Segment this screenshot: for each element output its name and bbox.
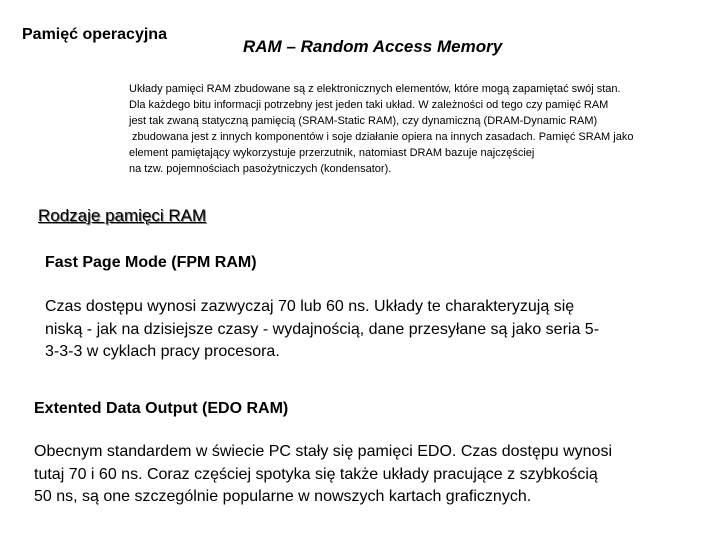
page-title: RAM – Random Access Memory — [243, 37, 503, 56]
edo-line: tutaj 70 i 60 ns. Coraz częściej spotyka się także układy pracujące z szybkością — [34, 465, 598, 483]
intro-line: zbudowana jest z innych komponentów i soje działanie opiera na innych zasadach. Pamięć SRAM jako — [129, 131, 634, 143]
intro-line: jest tak zwaną statyczną pamięcią (SRAM-Static RAM), czy dynamiczną (DRAM-Dynamic RAM) — [129, 115, 598, 127]
intro-paragraph — [129, 81, 689, 177]
edo-paragraph — [34, 441, 694, 509]
intro-line: Układy pamięci RAM zbudowane są z elektronicznych elementów, które mogą zapamiętać swój stan. — [129, 83, 621, 95]
intro-line: element pamiętający wykorzystuje przerzutnik, natomiast DRAM bazuje najczęściej — [129, 147, 535, 159]
intro-line: na tzw. pojemnościach pasożytniczych (kondensator). — [129, 163, 392, 175]
fpm-heading: Fast Page Mode (FPM RAM) — [45, 254, 257, 271]
fpm-paragraph — [45, 296, 685, 364]
fpm-line: niską - jak na dzisiejsze czasy - wydajnością, dane przesyłane są jako seria 5- — [45, 320, 600, 338]
fpm-line: 3-3-3 w cyklach pracy procesora. — [45, 343, 280, 360]
edo-line: 50 ns, są one szczególnie popularne w nowszych kartach graficznych. — [34, 488, 532, 505]
intro-line: Dla każdego bitu informacji potrzebny jest jeden taki układ. W zależności od tego czy pamięć RAM — [129, 99, 609, 111]
fpm-line: Czas dostępu wynosi zazwyczaj 70 lub 60 ns. Układy te charakteryzują się — [45, 298, 575, 315]
edo-heading: Extented Data Output (EDO RAM) — [34, 400, 289, 417]
ram-types-heading: Rodzaje pamięci RAM — [38, 206, 207, 225]
section-title: Pamięć operacyjna — [22, 26, 167, 43]
edo-line: Obecnym standardem w świecie PC stały się pamięci EDO. Czas dostępu wynosi — [34, 443, 612, 460]
